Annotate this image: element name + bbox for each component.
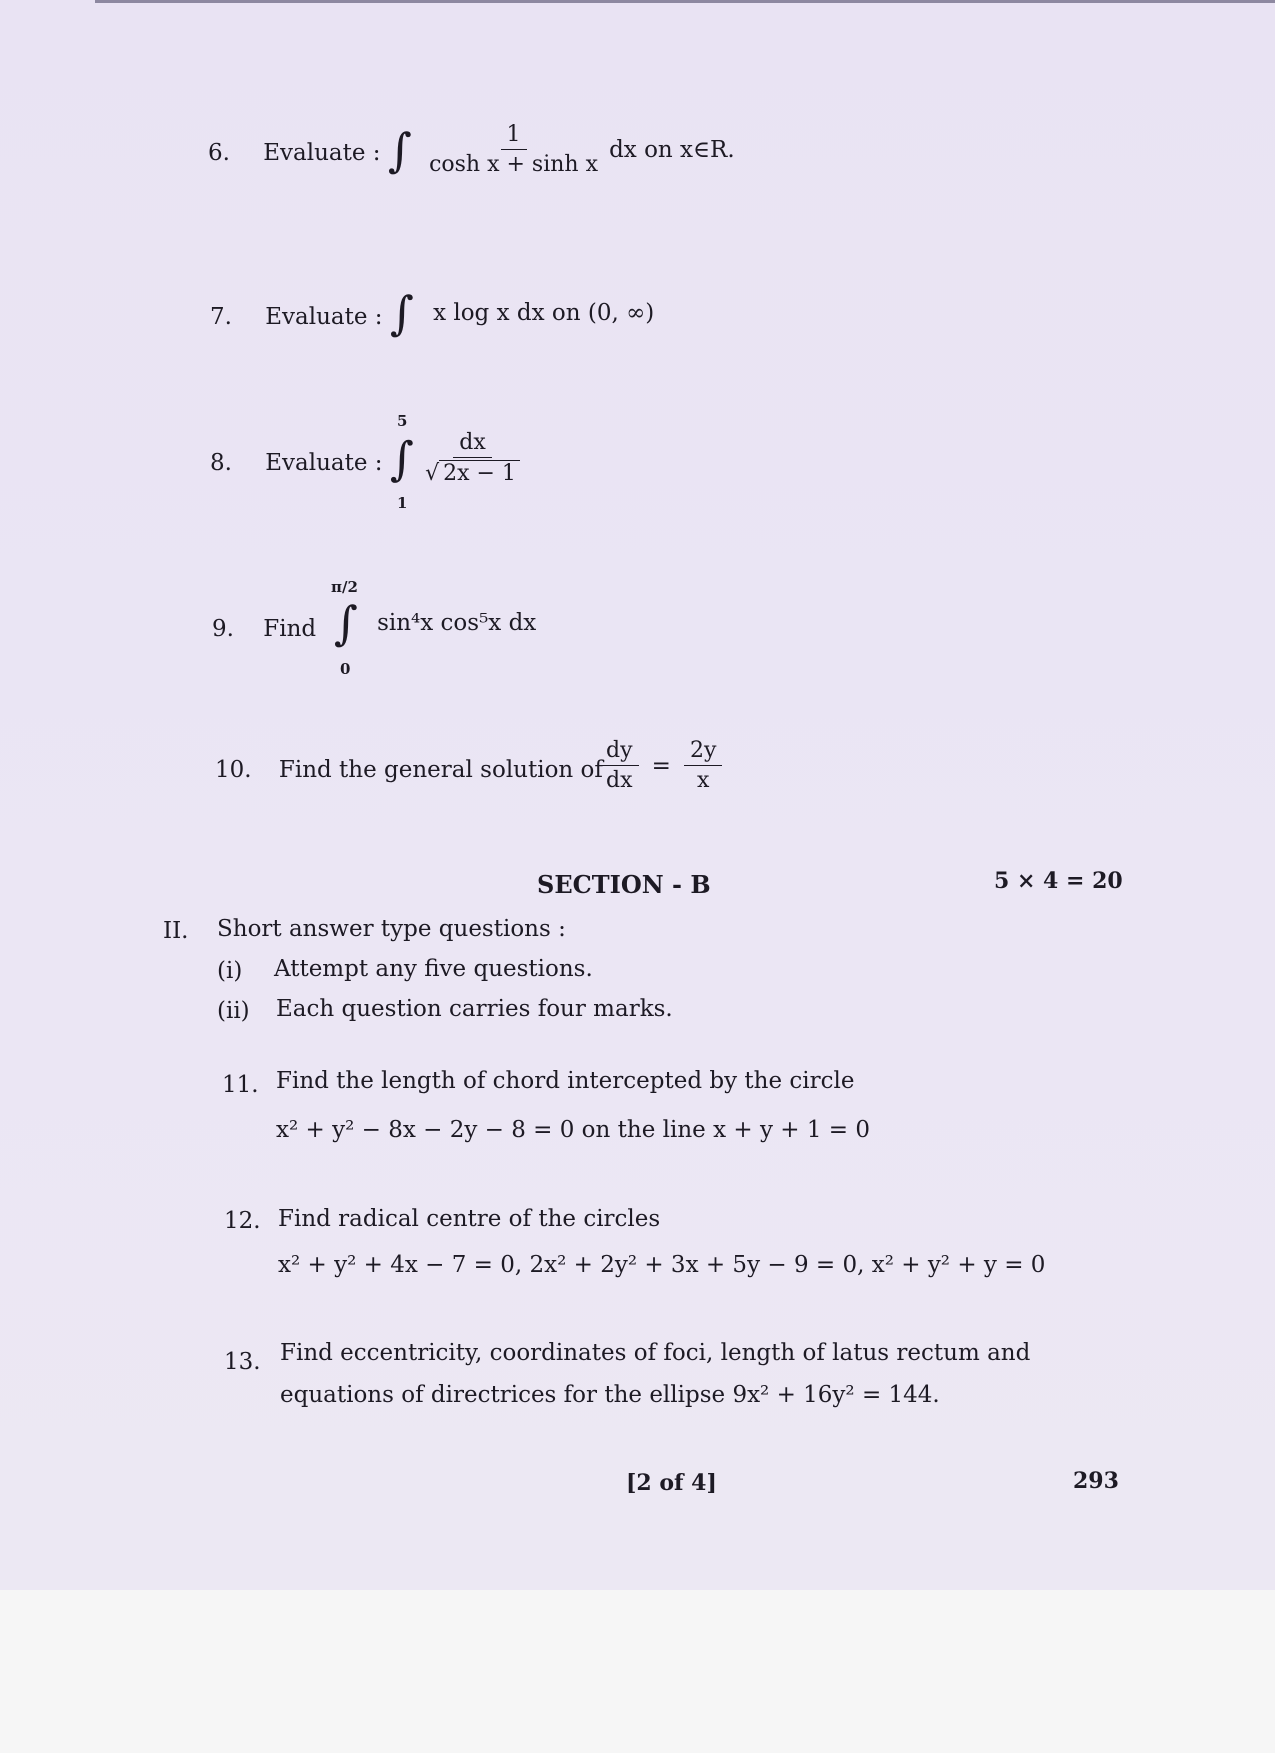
question-9 [212,616,316,642]
q9-integrand: sin⁴x cos⁵x dx [377,610,537,636]
section-marks: 5 × 4 = 20 [994,868,1123,894]
denominator: x [696,768,710,794]
question-11-line2: x² + y² − 8x − 2y − 8 = 0 on the line x + y + 1 = 0 [276,1117,870,1143]
question-text: Find the general solution of [278,757,603,783]
upper-limit: 5 [397,412,408,430]
rhs-fraction [684,738,722,794]
integral-symbol: ∫ [388,122,412,177]
q9-integral [334,596,537,650]
denominator: √ 2x − 1 [419,458,526,486]
question-13-line2: equations of directrices for the ellipse 9x² + 16y² = 144. [280,1382,940,1408]
q7-integrand: x log x dx on (0, ∞) [433,300,655,326]
section-roman: II. [163,918,189,944]
question-7 [210,304,383,330]
integral-symbol: ∫ [390,286,414,340]
q8-integral [390,430,526,487]
numerator: dx [453,430,492,458]
instruction-1: Attempt any five questions. [274,956,593,982]
question-label: Evaluate : [265,304,383,330]
q7-integral [390,286,655,340]
question-13-line1: Find eccentricity, coordinates of foci, length of latus rectum and [280,1340,1031,1366]
question-number: 8. [210,450,232,476]
question-11-line1: Find the length of chord intercepted by the circle [276,1068,855,1094]
lower-limit: 1 [397,494,408,512]
q6-fraction [423,122,604,178]
question-label: Evaluate : [263,140,381,166]
q6-integral [388,122,735,178]
question-label: Evaluate : [265,450,383,476]
question-6 [208,140,381,166]
instruction-2: Each question carries four marks. [276,996,673,1022]
question-number: 6. [208,140,230,166]
q6-tail: dx on x∈R. [609,136,735,163]
page-margin [0,1590,1275,1753]
lhs-fraction [600,738,639,794]
question-number: 7. [210,304,232,330]
question-12-number: 12. [224,1208,261,1234]
q8-fraction [419,430,526,487]
question-number: 9. [212,616,234,642]
integral-symbol: ∫ [390,431,414,486]
instruction-1-number: (i) [217,958,243,984]
question-12-line1: Find radical centre of the circles [278,1206,661,1232]
page-edge-line [95,0,1275,3]
equals-sign: = [651,752,671,779]
paper-code: 293 [1073,1468,1119,1494]
denominator: dx [606,768,633,794]
upper-limit: π/2 [331,578,358,596]
section-title: SECTION - B [537,870,711,899]
lower-limit: 0 [340,660,351,678]
instruction-2-number: (ii) [217,998,250,1024]
denominator: cosh x + sinh x [429,152,598,178]
question-label: Find [263,616,317,642]
question-number: 10. [215,757,252,783]
q10-equation [600,738,722,794]
numerator: 2y [684,738,722,766]
page-number: [2 of 4] [626,1470,717,1496]
numerator: 1 [501,122,527,150]
question-10 [215,757,603,783]
question-8 [210,450,383,476]
question-12-line2: x² + y² + 4x − 7 = 0, 2x² + 2y² + 3x + 5y − 9 = 0, x² + y² + y = 0 [278,1252,1046,1278]
question-13-number: 13. [224,1349,261,1375]
numerator: dy [600,738,639,766]
integral-symbol: ∫ [334,596,358,650]
question-11-number: 11. [222,1072,259,1098]
section-heading: Short answer type questions : [217,916,566,942]
